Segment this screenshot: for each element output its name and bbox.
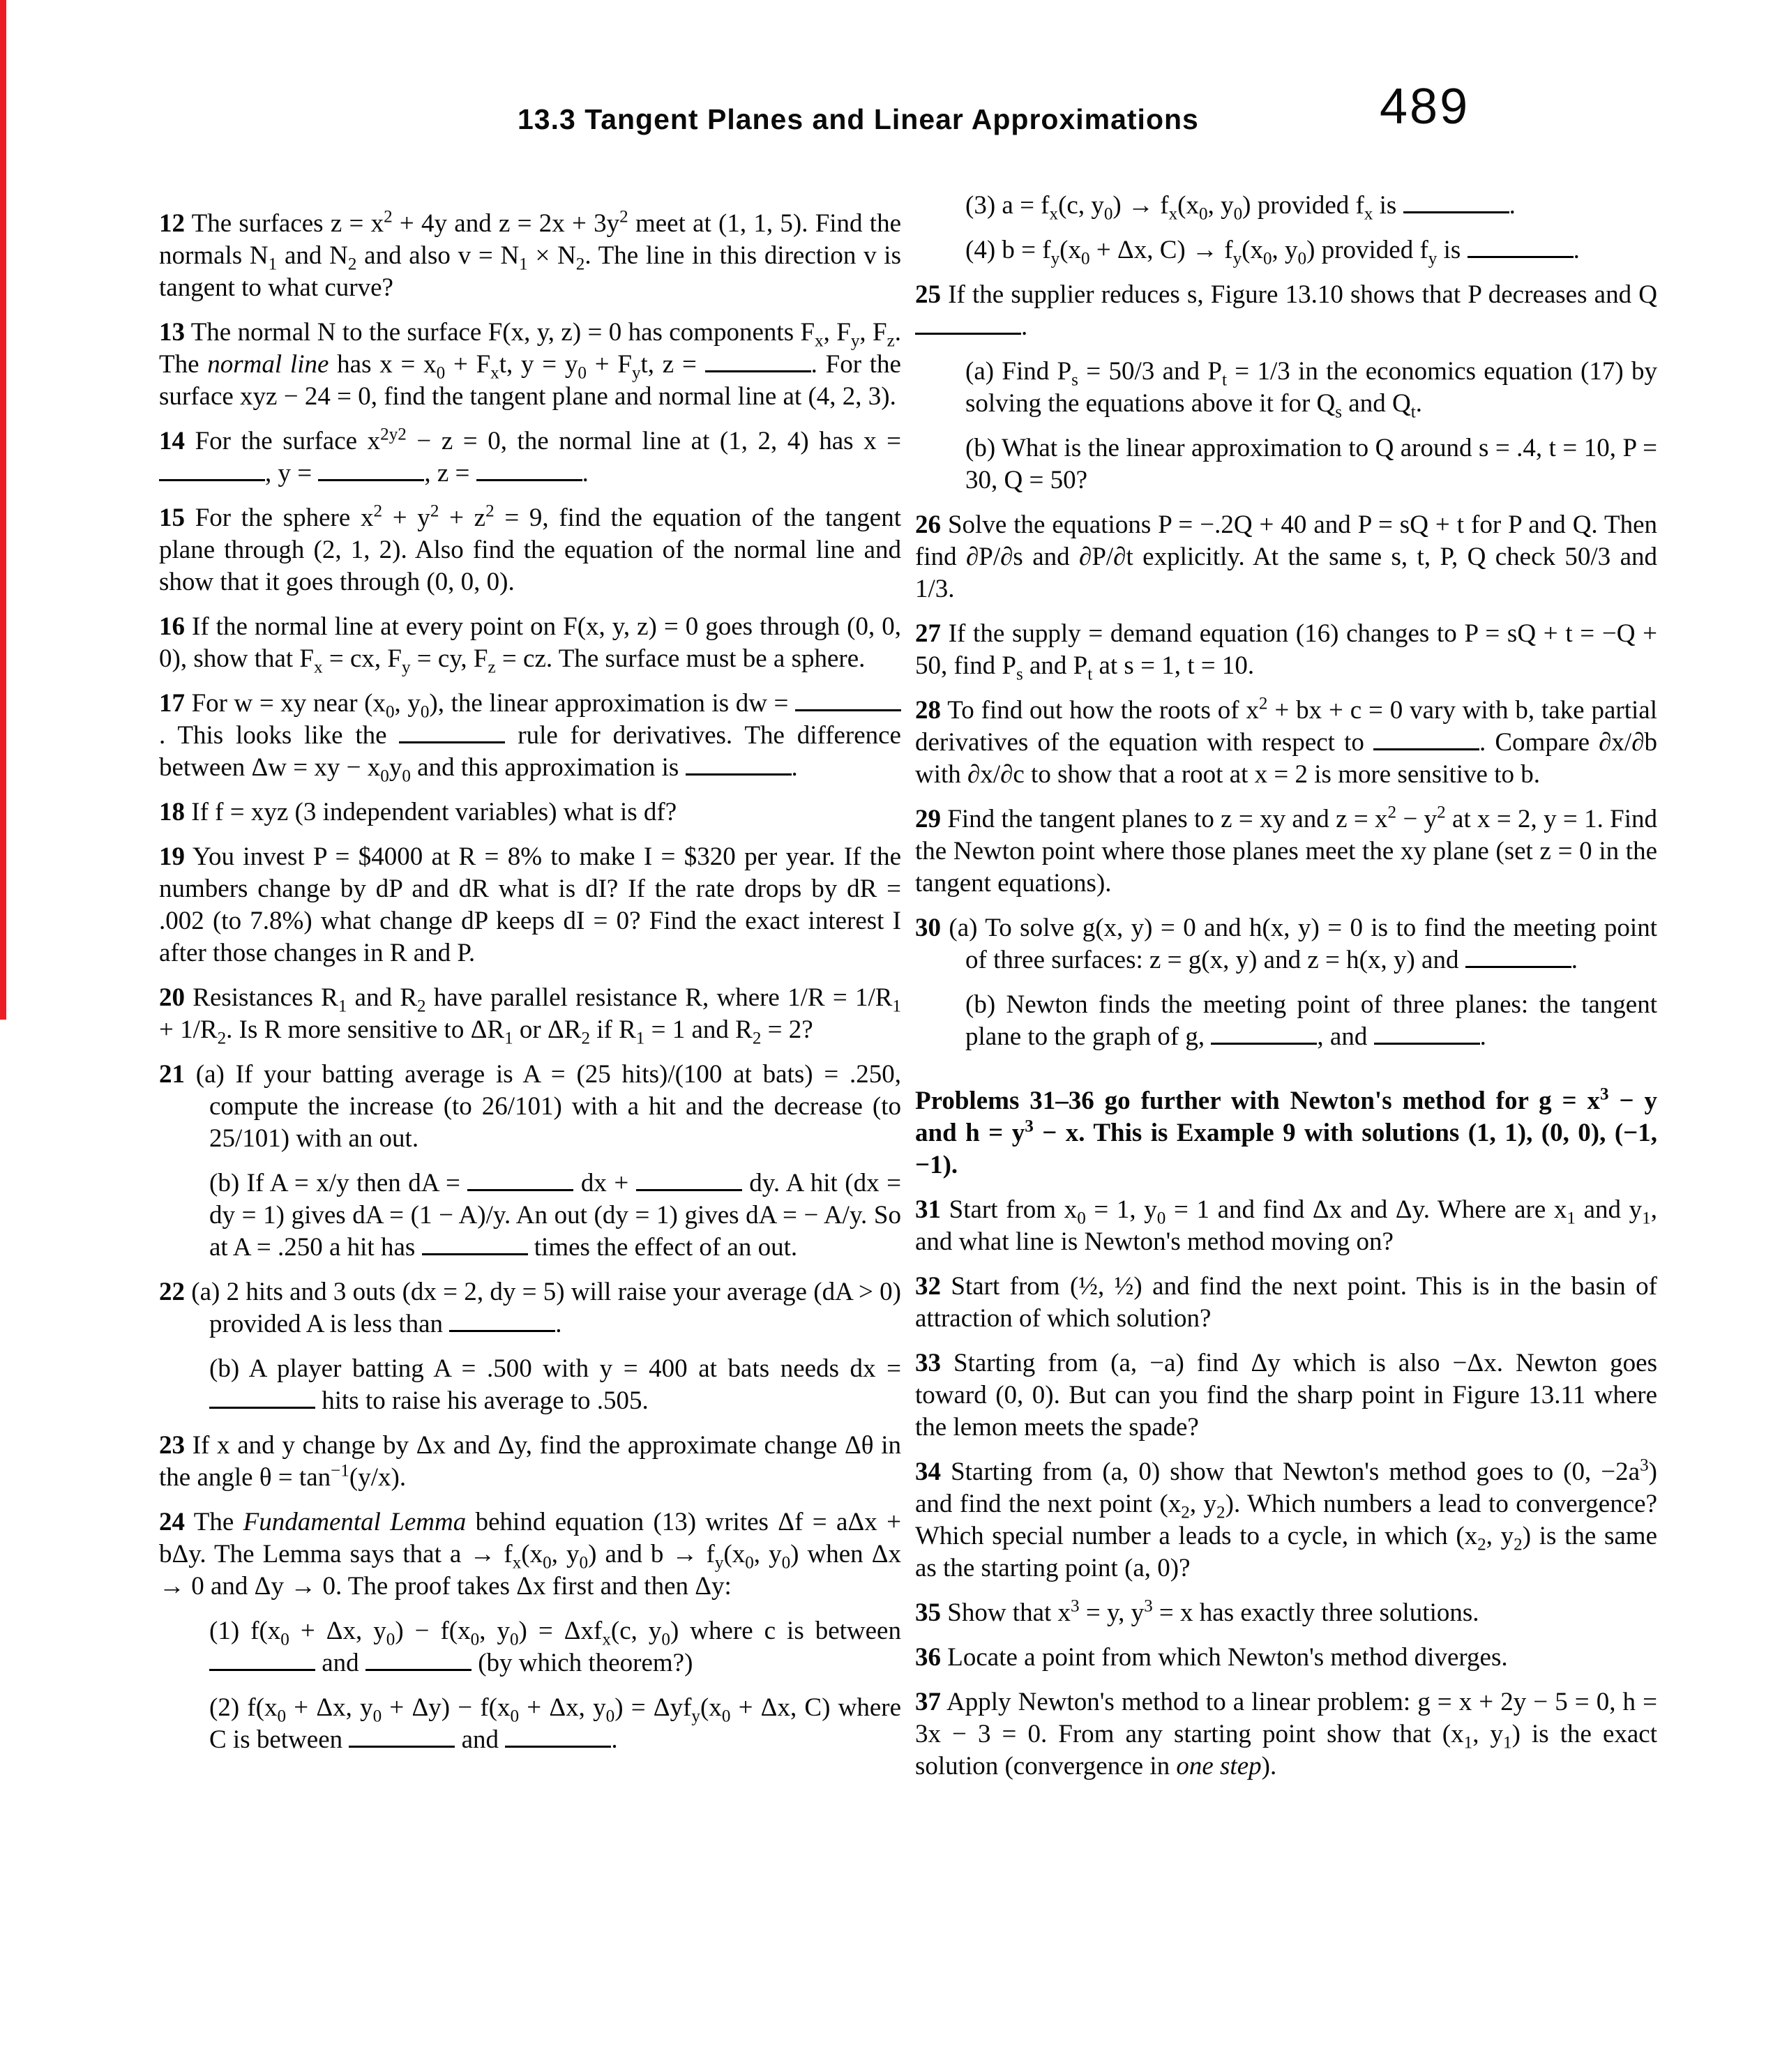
problem-number: 22: [159, 1278, 185, 1306]
problem-text: Resistances $R_1$ and $R_2$ have parallel resistance R, where $1/R = 1/R_1 + 1/R_2$. Is R more sensitive to $\Delta R_1$ or $\Delta R_2$ if $R_1 = 1$ and $R_2 = 2$?: [159, 983, 901, 1048]
problem-text: The normal N to the surface F(x, y, z) = 0 has components $F_x$, $F_y$, $F_z$. The normal line has $x = x_0 + F_xt$, $y = y_0 + F_yt$, z = . For the surface xyz − 24 = 0, find the tangent plane and normal line at (4, 2, 3).: [159, 318, 902, 411]
problem-number: 15: [159, 504, 185, 532]
problem-text: Locate a point from which Newton's method diverges.: [947, 1643, 1508, 1672]
problem-part-a: (a) If your batting average is A = (25 hits)/(100 at bats) = .250, compute the increase (to 26/101) with a hit and the decrease (to 25/101) with an out.: [195, 1060, 901, 1153]
problem-paragraph: [159, 796, 901, 829]
problem-paragraph: [915, 695, 1657, 791]
fill-in-blank: [449, 1327, 555, 1332]
problem-text: Starting from (a, 0) show that Newton's method goes to (0, $-2a^3$) and find the next point ($x_2$, $y_2$). Which numbers a lead to convergence? Which special number a leads to a cycle, in which ($x_2$, $y_2$) is the same as the starting point (a, 0)?: [915, 1455, 1657, 1582]
problem-item-3: (3) $a = f_x(c$, $y_0) \to f_x(x_0$, $y_0$) provided $f_x$ is .: [965, 191, 1516, 224]
fill-in-blank: [467, 1186, 573, 1191]
fill-in-blank: [318, 476, 424, 481]
problem-part-a: (a) Find $P_s = 50/3$ and $P_t = 1/3$ in the economics equation (17) by solving the equations above it for $Q_s$ and $Q_t$.: [965, 357, 1658, 422]
problem-number: 20: [159, 983, 185, 1012]
problem-number: 21: [159, 1060, 185, 1089]
problem-number: 14: [159, 427, 185, 455]
problem-paragraph: [159, 317, 901, 413]
left-column: [159, 208, 901, 1769]
problem-text: If the normal line at every point on F(x, y, z) = 0 goes through (0, 0, 0), show that $F_x$ = cx, $F_y$ = cy, $F_z$ = cz. The surface must be a sphere.: [159, 612, 901, 677]
problem-text: The surfaces $z = x^2 + 4y$ and $z = 2x + 3y^2$ meet at (1, 1, 5). Find the normals $N_1$ and $N_2$ and also $v = N_1 \times N_2$. The line in this direction v is tangent to what curve?: [159, 207, 901, 302]
fill-in-blank: [349, 1743, 455, 1748]
fill-in-blank: [476, 476, 582, 481]
fill-in-blank: [422, 1250, 528, 1255]
problem-paragraph: [159, 208, 901, 304]
problem-text: Apply Newton's method to a linear problem: g = x + 2y − 5 = 0, h = 3x − 3 = 0. From any starting point show that ($x_1$, $y_1$) is the exact solution (convergence in one step).: [915, 1688, 1657, 1780]
problem-19: [159, 841, 901, 969]
problem-paragraph: [159, 982, 901, 1046]
fill-in-blank: [915, 330, 1021, 335]
problem-number: 29: [915, 805, 941, 833]
problem-26: [915, 509, 1657, 605]
problem-paragraph: [159, 1430, 901, 1494]
problem-number: 32: [915, 1272, 941, 1301]
problem-27: [915, 618, 1657, 682]
problem-number: 24: [159, 1508, 185, 1536]
fill-in-blank: [1374, 1040, 1480, 1045]
problem-paragraph: [915, 1686, 1657, 1783]
problem-number: 25: [915, 280, 941, 309]
right-column: [915, 190, 1657, 1795]
problem-13: [159, 317, 901, 413]
problem-24: [159, 1506, 901, 1756]
problem-paragraph: [915, 1597, 1657, 1629]
problem-35: [915, 1597, 1657, 1629]
problem-text: You invest P = $4000 at R = 8% to make I = $320 per year. If the numbers change by dP and dR what is dI? If the rate drops by dR = .002 (to 7.8%) what change dP keeps dI = 0? Find the exact interest I after those changes in R and P.: [159, 842, 901, 967]
problem-paragraph: [915, 279, 1657, 343]
problem-number: 35: [915, 1598, 941, 1627]
problem-text: For the sphere $x^2 + y^2 + z^2 = 9$, find the equation of the tangent plane through (2, 1, 2). Also find the equation of the normal line and show that it goes through (0, 0, 0).: [159, 501, 901, 596]
fill-in-blank: [1465, 963, 1571, 968]
problem-text: To find out how the roots of $x^2$ + bx + c = 0 vary with b, take partial derivatives of the equation with respect to . Compare ∂x/∂b with ∂x/∂c to show that a root at x = 2 is more sensitive to b.: [915, 694, 1657, 789]
fill-in-blank: [705, 368, 811, 372]
problem-number: 28: [915, 696, 941, 725]
problem-22: [159, 1276, 901, 1417]
problem-18: [159, 796, 901, 829]
problem-paragraph: [159, 841, 901, 969]
problem-number: 23: [159, 1431, 185, 1460]
problem-item-2: (2) $f(x_0 + \Delta x$, $y_0 + \Delta y) - f(x_0 + \Delta x$, $y_0) = \Delta yf_y(x_0 + \Delta x$, C) where C is between and .: [209, 1693, 901, 1754]
problem-34: [915, 1456, 1657, 1585]
problems-31-36-intro: Problems 31–36 go further with Newton's method for $g = x^3 - y$ and $h = y^3 - x$. This is Example 9 with solutions (1, 1), (0, 0), (−1, −1).: [915, 1084, 1657, 1179]
problem-paragraph: [915, 1271, 1657, 1335]
scan-red-stripe: [0, 0, 6, 1020]
problem-33: [915, 1347, 1657, 1444]
problem-number: 31: [915, 1195, 941, 1224]
problem-number: 13: [159, 318, 185, 347]
problem-paragraph: [159, 1276, 901, 1340]
problem-text: Show that $x^3 = y$, $y^3 = x$ has exactly three solutions.: [947, 1596, 1479, 1627]
problem-15: [159, 502, 901, 598]
fill-in-blank: [1403, 209, 1509, 213]
fill-in-blank: [159, 476, 265, 481]
problem-text: For the surface $x^{2y2} - z = 0$, the normal line at (1, 2, 4) has x = , y = , z = .: [159, 427, 901, 487]
problem-number: 26: [915, 511, 941, 539]
problem-paragraph: [915, 1194, 1657, 1258]
problem-text: If f = xyz (3 independent variables) what is df?: [191, 798, 677, 826]
problem-text: Start from (½, ½) and find the next point. This is in the basin of attraction of which solution?: [915, 1272, 1657, 1333]
problem-part-b: (b) Newton finds the meeting point of three planes: the tangent plane to the graph of g, , and .: [965, 990, 1657, 1051]
problem-text: Start from $x_0 = 1$, $y_0 = 1$ and find Δx and Δy. Where are $x_1$ and $y_1$, and what line is Newton's method moving on?: [915, 1195, 1657, 1256]
problem-32: [915, 1271, 1657, 1335]
fill-in-blank: [399, 739, 505, 743]
fill-in-blank: [1211, 1040, 1317, 1045]
problem-text: If x and y change by Δx and Δy, find the approximate change Δθ in the angle $\theta = \tan^{-1}(y/x)$.: [159, 1431, 902, 1492]
problem-paragraph: [915, 912, 1657, 976]
problem-12: [159, 208, 901, 304]
problem-14: [159, 425, 901, 490]
problem-29: [915, 803, 1657, 900]
problem-text: The Fundamental Lemma behind equation (13) writes Δf = aΔx + bΔy. The Lemma says that $a \to f_x(x_0$, $y_0$) and $b \to f_y(x_0$, $y_0$) when Δx → 0 and Δy → 0. The proof takes Δx first and then Δy:: [159, 1508, 902, 1601]
problem-paragraph: [159, 1506, 901, 1603]
problem-paragraph: [915, 1456, 1657, 1585]
problem-paragraph: [915, 618, 1657, 682]
problem-37: [915, 1686, 1657, 1783]
section-title: 13.3 Tangent Planes and Linear Approximations: [518, 103, 1199, 135]
problem-part-b: (b) A player batting A = .500 with y = 400 at bats needs dx = hits to raise his average to .505.: [209, 1354, 901, 1415]
problem-text: Find the tangent planes to z = xy and $z = x^2 - y^2$ at x = 2, y = 1. Find the Newton point where those planes meet the xy plane (set z = 0 in the tangent equations).: [915, 803, 1658, 898]
fill-in-blank: [209, 1666, 315, 1671]
problem-paragraph: [159, 425, 901, 490]
problem-number: 19: [159, 842, 185, 871]
problem-21: [159, 1059, 901, 1264]
fill-in-blank: [686, 771, 792, 776]
problem-25: [915, 279, 1657, 497]
fill-in-blank: [636, 1186, 742, 1191]
problem-number: 37: [915, 1688, 941, 1716]
problem-paragraph: [159, 688, 901, 784]
problem-text: If the supplier reduces s, Figure 13.10 shows that P decreases and Q .: [915, 280, 1657, 341]
problem-paragraph: [915, 803, 1657, 900]
problem-28: [915, 695, 1657, 791]
problem-23: [159, 1430, 901, 1494]
problem-24-continued: [915, 190, 1657, 269]
problem-part-a: (a) 2 hits and 3 outs (dx = 2, dy = 5) will raise your average (dA > 0) provided A is less than .: [191, 1278, 901, 1338]
problem-number: 27: [915, 619, 941, 648]
page-number: 489: [1380, 79, 1470, 135]
problem-number: 34: [915, 1458, 941, 1486]
problem-item-4: (4) $b = f_y(x_0 + \Delta x$, $C) \to f_y(x_0$, $y_0$) provided $f_y$ is .: [965, 236, 1580, 269]
problem-16: [159, 611, 901, 675]
problem-number: 18: [159, 798, 185, 826]
problem-text: For w = xy near ($x_0$, $y_0$), the linear approximation is dw = . This looks like the rule for derivatives. The difference between Δw = xy − $x_0y_0$ and this approximation is .: [159, 689, 901, 786]
fill-in-blank: [1468, 253, 1574, 258]
problem-part-a: (a) To solve g(x, y) = 0 and h(x, y) = 0 is to find the meeting point of three surfaces: z = g(x, y) and z = h(x, y) and .: [949, 914, 1657, 974]
problem-paragraph: [159, 611, 901, 675]
problem-text: Solve the equations P = −.2Q + 40 and P = sQ + t for P and Q. Then find ∂P/∂s and ∂P/∂t explicitly. At the same s, t, P, Q check 50/3 and 1/3.: [915, 511, 1657, 603]
problem-number: 33: [915, 1349, 941, 1377]
fill-in-blank: [209, 1404, 315, 1409]
problem-20: [159, 982, 901, 1046]
problem-number: 12: [159, 209, 185, 238]
problem-part-b: (b) If A = x/y then dA = dx + dy. A hit (dx = dy = 1) gives dA = (1 − A)/y. An out (dy = 1) gives dA = − A/y. So at A = .250 a hit has times the effect of an out.: [209, 1169, 902, 1262]
fill-in-blank: [365, 1666, 471, 1671]
problem-number: 16: [159, 612, 185, 641]
problem-17: [159, 688, 901, 784]
fill-in-blank: [505, 1743, 611, 1748]
problem-paragraph: [915, 509, 1657, 605]
problem-paragraph: [915, 1642, 1657, 1674]
problem-item-1: (1) $f(x_0 + \Delta x$, $y_0) - f(x_0$, $y_0) = \Delta xf_x(c$, $y_0$) where c is between and (by which theorem?): [209, 1617, 901, 1677]
problem-36: [915, 1642, 1657, 1674]
problem-text: If the supply = demand equation (16) changes to P = sQ + t = −Q + 50, find $P_s$ and $P_t$ at s = 1, t = 10.: [915, 619, 1657, 684]
problem-number: 30: [915, 914, 941, 942]
problem-number: 17: [159, 689, 185, 718]
problem-paragraph: [159, 1059, 901, 1155]
fill-in-blank: [1373, 746, 1479, 750]
problem-number: 36: [915, 1643, 941, 1672]
problem-paragraph: [159, 502, 901, 598]
problem-31: [915, 1194, 1657, 1258]
problem-text: Starting from (a, −a) find Δy which is also −Δx. Newton goes toward (0, 0). But can you find the sharp point in Figure 13.11 where the lemon meets the spade?: [915, 1349, 1657, 1442]
problem-30: [915, 912, 1657, 1053]
problem-paragraph: [915, 1347, 1657, 1444]
fill-in-blank: [795, 706, 901, 711]
problem-part-b: (b) What is the linear approximation to Q around s = .4, t = 10, P = 30, Q = 50?: [965, 434, 1657, 494]
